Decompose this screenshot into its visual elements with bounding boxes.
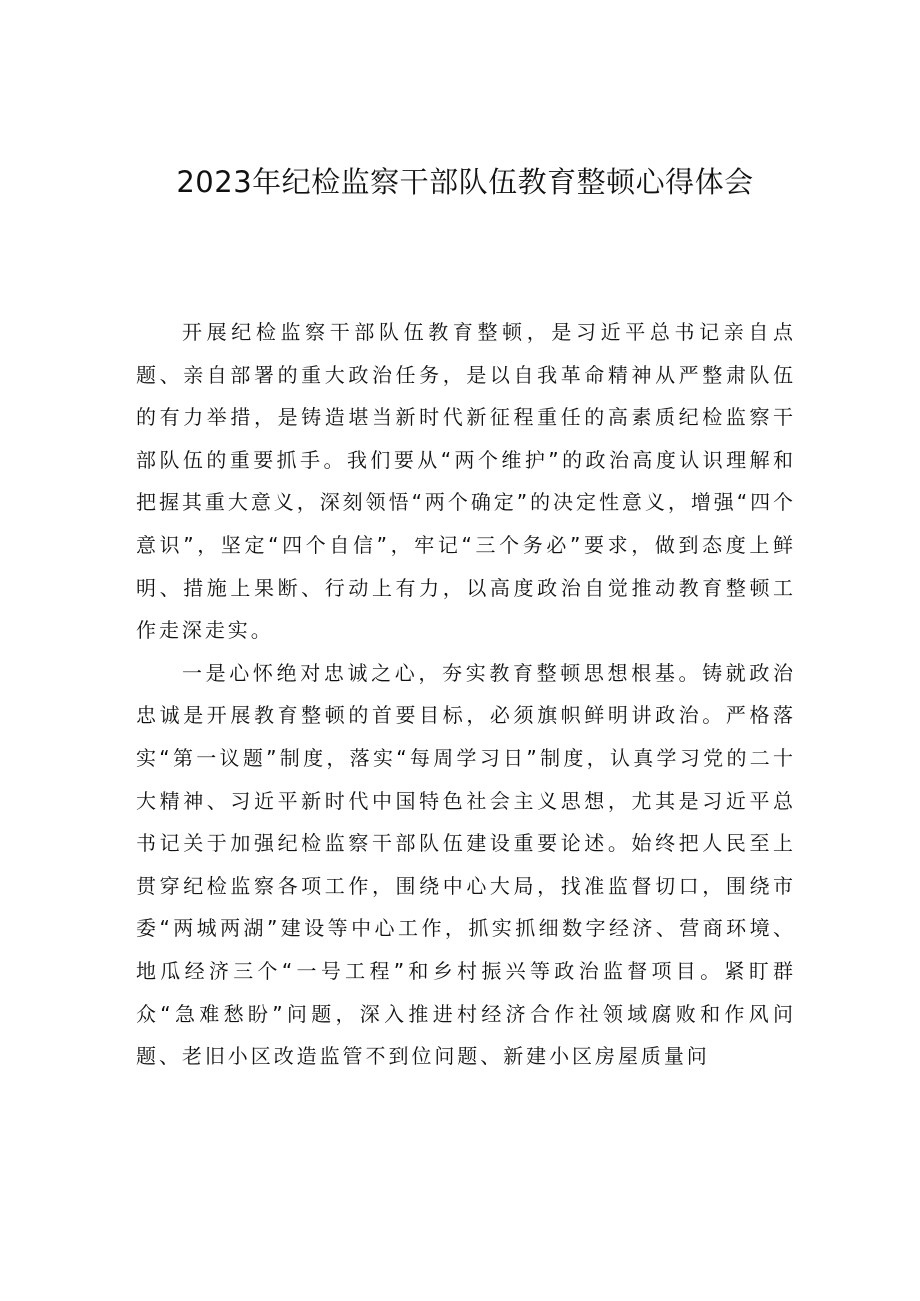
document-title: 2023年纪检监察干部队伍教育整顿心得体会 xyxy=(176,165,754,199)
document-body xyxy=(136,311,796,1078)
paragraph-intro: 开展纪检监察干部队伍教育整顿，是习近平总书记亲自点题、亲自部署的重大政治任务，是以自我革命精神从严整肃队伍的有力举措，是铸造堪当新时代新征程重任的高素质纪检监察干部队伍的重要抓手。我们要从“两个维护”的政治高度认识理解和把握其重大意义，深刻领悟“两个确定”的决定性意义，增强“四个意识”，坚定“四个自信”，牢记“三个务必”要求，做到态度上鲜明、措施上果断、行动上有力，以高度政治自觉推动教育整顿工作走深走实。 xyxy=(136,320,796,643)
paragraph-point-one: 一是心怀绝对忠诚之心，夯实教育整顿思想根基。铸就政治忠诚是开展教育整顿的首要目标，必须旗帜鲜明讲政治。严格落实“第一议题”制度，落实“每周学习日”制度，认真学习党的二十大精神、习近平新时代中国特色社会主义思想，尤其是习近平总书记关于加强纪检监察干部队伍建设重要论述。始终把人民至上贯穿纪检监察各项工作，围绕中心大局，找准监督切口，围绕市委“两城两湖”建设等中心工作，抓实抓细数字经济、营商环境、地瓜经济三个“一号工程”和乡村振兴等政治监督项目。紧盯群众“急难愁盼”问题，深入推进村经济合作社领域腐败和作风问题、老旧小区改造监管不到位问题、新建小区房屋质量问 xyxy=(136,660,796,1069)
